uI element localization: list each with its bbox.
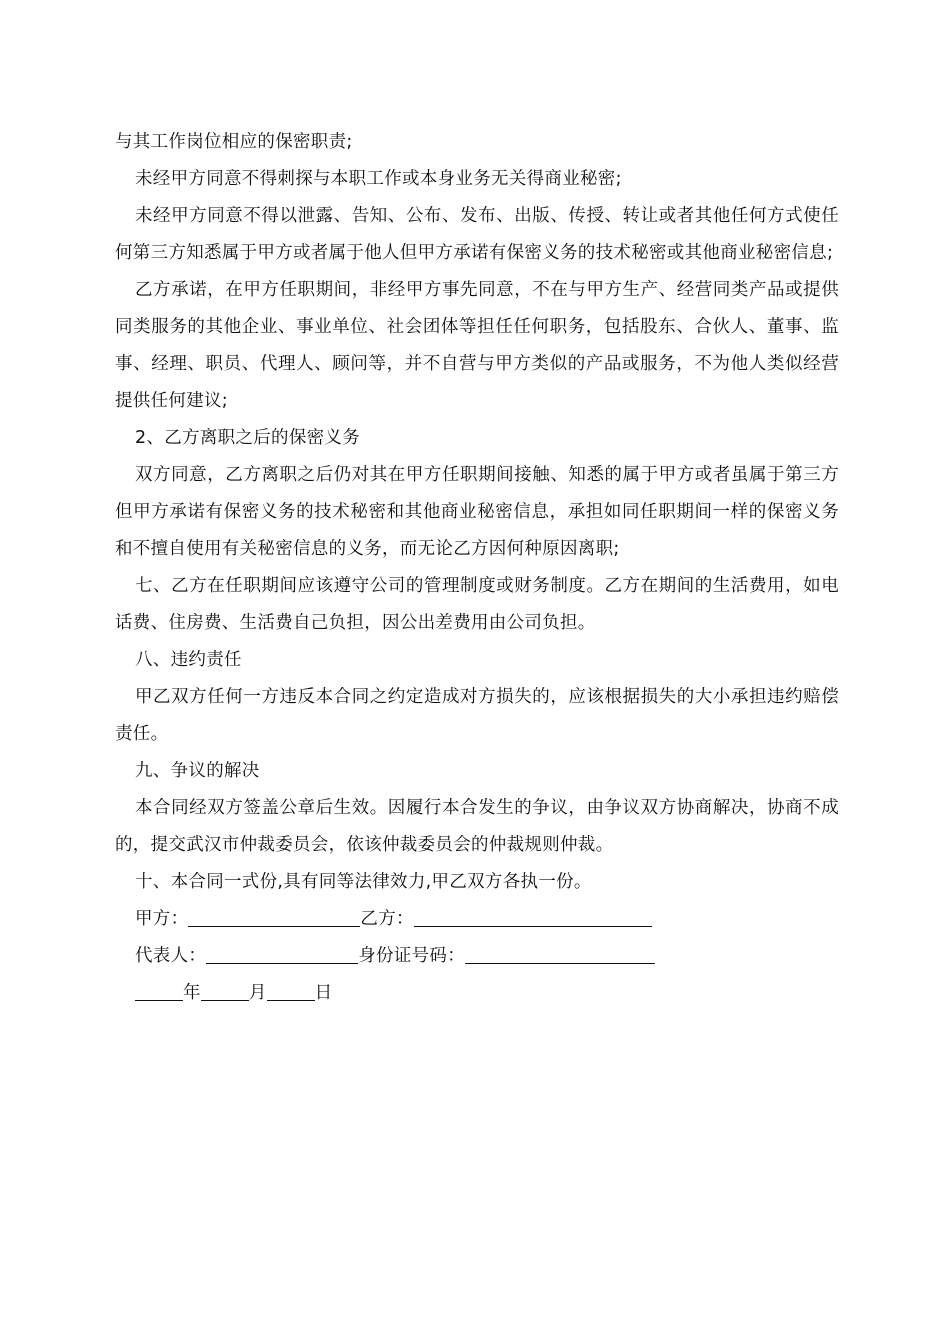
id-number-blank[interactable] — [465, 962, 655, 964]
paragraph-breach-liability: 甲乙双方任何一方违反本合同之约定造成对方损失的，应该根据损失的大小承担违约赔偿责任。 — [115, 687, 839, 744]
paragraph-post-departure: 双方同意，乙方离职之后仍对其在甲方任职期间接触、知悉的属于甲方或者虽属于第三方但甲方承诺有保密义务的技术秘密和其他商业秘密信息，承担如同任职期间一样的保密义务和不擅自使用有关秘密信息的义务，而无论乙方因何种原因离职; — [115, 465, 839, 559]
day-blank[interactable] — [267, 999, 315, 1001]
heading-dispute-resolution: 九、争议的解决 — [135, 761, 260, 781]
party-a-label: 甲方： — [135, 909, 189, 929]
month-label: 月 — [248, 983, 267, 1003]
heading-post-departure-duty: 2、乙方离职之后的保密义务 — [135, 428, 361, 448]
signature-date-line — [115, 975, 839, 1012]
party-b-blank[interactable] — [414, 925, 652, 927]
representative-label: 代表人： — [135, 946, 207, 966]
paragraph-confidentiality-duty: 与其工作岗位相应的保密职责; — [115, 132, 353, 152]
month-blank[interactable] — [201, 999, 249, 1001]
signature-parties-line — [115, 901, 839, 938]
paragraph-clause-seven: 七、乙方在任职期间应该遵守公司的管理制度或财务制度。乙方在期间的生活费用，如电话费、住房费、生活费自己负担，因公出差费用由公司负担。 — [115, 576, 839, 633]
paragraph-no-disclosure: 未经甲方同意不得以泄露、告知、公布、发布、出版、传授、转让或者其他任何方式使任何第三方知悉属于甲方或者属于他人但甲方承诺有保密义务的技术秘密或其他商业秘密信息; — [115, 206, 839, 263]
paragraph-clause-ten: 十、本合同一式份,具有同等法律效力,甲乙双方各执一份。 — [135, 872, 592, 892]
contract-body — [115, 124, 839, 1012]
party-b-label: 乙方： — [360, 909, 414, 929]
paragraph-non-compete: 乙方承诺，在甲方任职期间，非经甲方事先同意，不在与甲方生产、经营同类产品或提供同类服务的其他企业、事业单位、社会团体等担任任何职务，包括股东、合伙人、董事、监事、经理、职员、代理人、顾问等，并不自营与甲方类似的产品或服务，不为他人类似经营提供任何建议; — [115, 280, 839, 411]
year-blank[interactable] — [135, 999, 183, 1001]
paragraph-no-spying: 未经甲方同意不得刺探与本职工作或本身业务无关得商业秘密; — [135, 169, 622, 189]
signature-representative-line — [115, 938, 839, 975]
day-label: 日 — [314, 983, 333, 1003]
id-number-label: 身份证号码： — [358, 946, 466, 966]
heading-breach-liability: 八、违约责任 — [135, 650, 242, 670]
year-label: 年 — [183, 983, 201, 1003]
representative-blank[interactable] — [206, 962, 358, 964]
paragraph-dispute-resolution: 本合同经双方签盖公章后生效。因履行本合发生的争议，由争议双方协商解决，协商不成的，提交武汉市仲裁委员会，依该仲裁委员会的仲裁规则仲裁。 — [115, 798, 839, 855]
party-a-blank[interactable] — [188, 925, 360, 927]
